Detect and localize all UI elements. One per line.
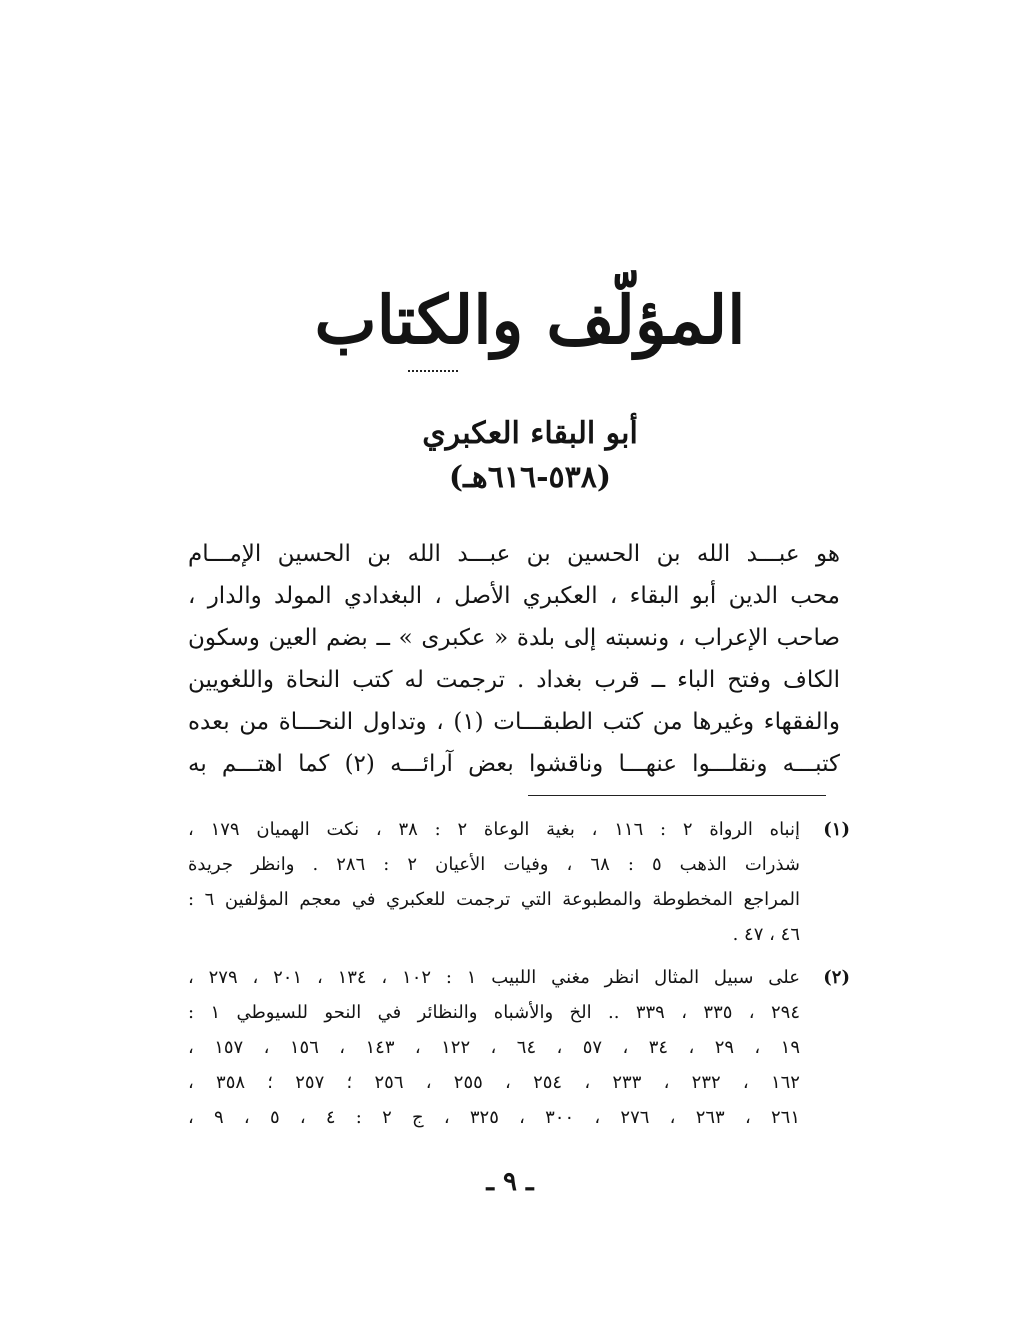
body-paragraph: [188, 533, 840, 785]
footnote-line: شذرات الذهب ٥ : ٦٨ ، وفيات الأعيان ٢ : ٢٨٦ . وانظر جريدة: [188, 854, 800, 875]
body-line: والفقهاء وغيرها من كتب الطبقـــات (١) ، وتداول النحـــاة من بعده: [188, 709, 840, 735]
footnote-separator: [528, 795, 826, 796]
footnote-2: [188, 960, 850, 1135]
footnote-line: المراجع المخطوطة والمطبوعة التي ترجمت للعكبري في معجم المؤلفين ٦ :: [188, 889, 800, 910]
body-line: كتبـــه ونقلـــوا عنهـــا وناقشوا بعض آرائـــه (٢) كما اهتـــم به: [188, 751, 840, 777]
footnote-line: ٢٦١ ، ٢٦٣ ، ٢٧٦ ، ٣٠٠ ، ٣٢٥ ، ج ٢ : ٤ ، ٥ ، ٩ ،: [188, 1107, 800, 1128]
body-line: الكاف وفتح الباء ــ قرب بغداد . ترجمت له كتب النحاة واللغويين: [188, 667, 840, 693]
body-line: هو عبـــد الله بن الحسين بن عبـــد الله بن الحسين الإمـــام: [188, 541, 840, 567]
footnotes: [188, 812, 850, 1143]
footnote-text: [188, 960, 800, 1135]
footnote-1: [188, 812, 850, 952]
author-dates: (٥٣٨-٦١٦هـ): [448, 460, 612, 495]
body-line: صاحب الإعراب ، ونسبته إلى بلدة « عكبرى » ــ بضم العين وسكون: [188, 625, 840, 651]
footnote-line: إنباه الرواة ٢ : ١١٦ ، بغية الوعاة ٢ : ٣٨ ، نكت الهميان ١٧٩ ،: [188, 819, 800, 840]
footnote-marker: (٢): [823, 967, 850, 988]
body-line: محب الدين أبو البقاء ، العكبري الأصل ، البغدادي المولد والدار ،: [188, 583, 840, 609]
footnote-line: ١٦٢ ، ٢٣٢ ، ٢٣٣ ، ٢٥٤ ، ٢٥٥ ، ٢٥٦ ؛ ٢٥٧ ؛ ٣٥٨ ،: [188, 1072, 800, 1093]
footnote-line: ٤٦ ، ٤٧ .: [732, 924, 800, 945]
section-title: المؤلّف والكتاب: [314, 281, 746, 359]
page-number: ـ ٩ ـ: [486, 1167, 534, 1197]
footnote-line: على سبيل المثال انظر مغني اللبيب ١ : ١٠٢ ، ١٣٤ ، ٢٠١ ، ٢٧٩ ،: [188, 967, 800, 988]
footnote-marker: (١): [823, 819, 850, 840]
footnote-text: [188, 812, 800, 952]
author-name: أبو البقاء العكبري: [422, 416, 638, 451]
footnote-line: ٢٩٤ ، ٣٣٥ ، ٣٣٩ .. الخ والأشباه والنظائر في النحو للسيوطي ١ :: [188, 1002, 800, 1023]
footnote-line: ١٩ ، ٢٩ ، ٣٤ ، ٥٧ ، ٦٤ ، ١٢٢ ، ١٤٣ ، ١٥٦ ، ١٥٧ ،: [188, 1037, 800, 1058]
title-ornament: [408, 364, 458, 372]
